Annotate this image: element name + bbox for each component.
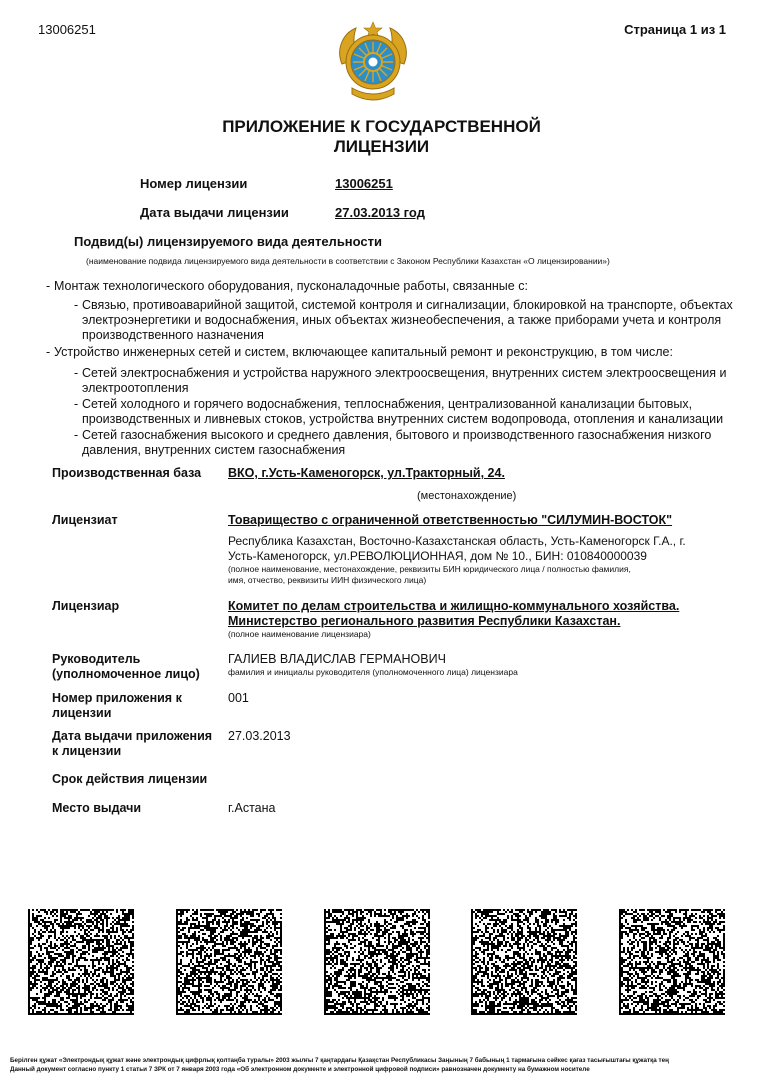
appendix-date-value: 27.03.2013 [228,729,291,743]
state-emblem-icon [334,20,412,104]
qr-code-icon [471,909,577,1015]
document-number: 13006251 [38,22,96,37]
footer-line-ru: Данный документ согласно пункту 1 статьи 7 ЗРК от 7 января 2003 года «Об электронном документе и электронной цифровой подписи» равнозначен документу на бумажном носителе [10,1066,590,1073]
license-date-label: Дата выдачи лицензии [140,205,289,220]
activity-item: - Устройство инженерных сетей и систем, включающее капитальный ремонт и реконструкцию, в том числе: [46,345,673,359]
licensor-note: (полное наименование лицензиара) [228,629,371,639]
legal-footer [10,1056,755,1074]
production-base-value: ВКО, г.Усть-Каменогорск, ул.Тракторный, 24. [228,466,505,480]
head-note: фамилия и инициалы руководителя (уполномоченного лица) лицензиара [228,667,518,677]
qr-code-icon [619,909,725,1015]
license-number-label: Номер лицензии [140,176,248,191]
production-base-label: Производственная база [52,466,202,480]
licensor-line-1: Комитет по делам строительства и жилищно-коммунального хозяйства. [228,599,680,613]
subtype-note: (наименование подвида лицензируемого вида деятельности в соответствии с Законом Республики Казахстан «О лицензировании») [86,256,610,266]
head-value [228,652,728,678]
page-counter: Страница 1 из 1 [624,22,726,37]
production-base-note: (местонахождение) [417,490,517,502]
appendix-date-label: Дата выдачи приложения к лицензии [52,729,213,758]
head-label: Руководитель (уполномоченное лицо) [52,652,200,681]
licensee-address-2: Усть-Каменогорск, ул.РЕВОЛЮЦИОННАЯ, дом № 10., БИН: 010840000039 [228,549,647,563]
activity-item: - Связью, противоаварийной защитой, системой контроля и сигнализации, блокировкой на транспорте, объектах электроэнергетики и водоснабжения, иных объектах жизнеобеспечения, а также приборами учета и контроля производственного назначения [74,298,733,342]
qr-code-icon [324,909,430,1015]
license-date-row [140,205,425,220]
licensor-line-2: Министерство регионального развития Республики Казахстан. [228,614,621,628]
licensee-value [228,513,728,586]
footer-line-kz: Берілген құжат «Электрондық құжат және электрондық цифрлық қолтаңба туралы» 2003 жылғы 7 қаңтардағы Қазақстан Республикасы Заңының 7 бабының 1 тармағына сәйкес қағаз тасығыштағы құжатқа тең [10,1057,669,1064]
activity-item: - Сетей электроснабжения и устройства наружного электроосвещения, внутренних систем электроосвещения и электроотопления [74,366,727,395]
licensor-value [228,599,728,640]
license-date-value: 27.03.2013 год [335,205,425,220]
place-label: Место выдачи [52,801,142,815]
qr-code-icon [28,909,134,1015]
subtype-heading: Подвид(ы) лицензируемого вида деятельности [74,234,383,249]
page-title [0,117,763,157]
title-line-2: ЛИЦЕНЗИИ [333,137,430,156]
activity-item: - Сетей газоснабжения высокого и среднего давления, бытового и производственного газоснабжения низкого давления, внутренних систем газоснабжения [74,428,712,457]
qr-code-icon [176,909,282,1015]
licensee-label: Лицензиат [52,513,118,527]
licensee-note-2: имя, отчество, реквизиты ИИН физического лица) [228,575,427,585]
validity-label: Срок действия лицензии [52,772,208,786]
activity-item: - Сетей холодного и горячего водоснабжения, теплоснабжения, централизованной канализации бытовых, производственных и ливневых стоков, устройства внутренних систем водопровода, отопления и канализации [74,397,724,426]
place-value: г.Астана [228,801,276,815]
licensee-address-1: Республика Казахстан, Восточно-Казахстанская область, Усть-Каменогорск Г.А., г. [228,534,686,548]
head-name: ГАЛИЕВ ВЛАДИСЛАВ ГЕРМАНОВИЧ [228,652,446,666]
licensee-note-1: (полное наименование, местонахождение, реквизиты БИН юридического лица / полностью фамилия, [228,564,631,574]
title-line-1: ПРИЛОЖЕНИЕ К ГОСУДАРСТВЕННОЙ [222,117,541,136]
license-number-value: 13006251 [335,176,393,191]
appendix-number-value: 001 [228,691,249,705]
appendix-number-label: Номер приложения к лицензии [52,691,182,720]
activity-item: - Монтаж технологического оборудования, пусконаладочные работы, связанные с: [46,279,528,293]
licensee-name: Товарищество с ограниченной ответственностью "СИЛУМИН-ВОСТОК" [228,513,673,527]
licensor-label: Лицензиар [52,599,120,613]
license-number-row [140,176,393,191]
